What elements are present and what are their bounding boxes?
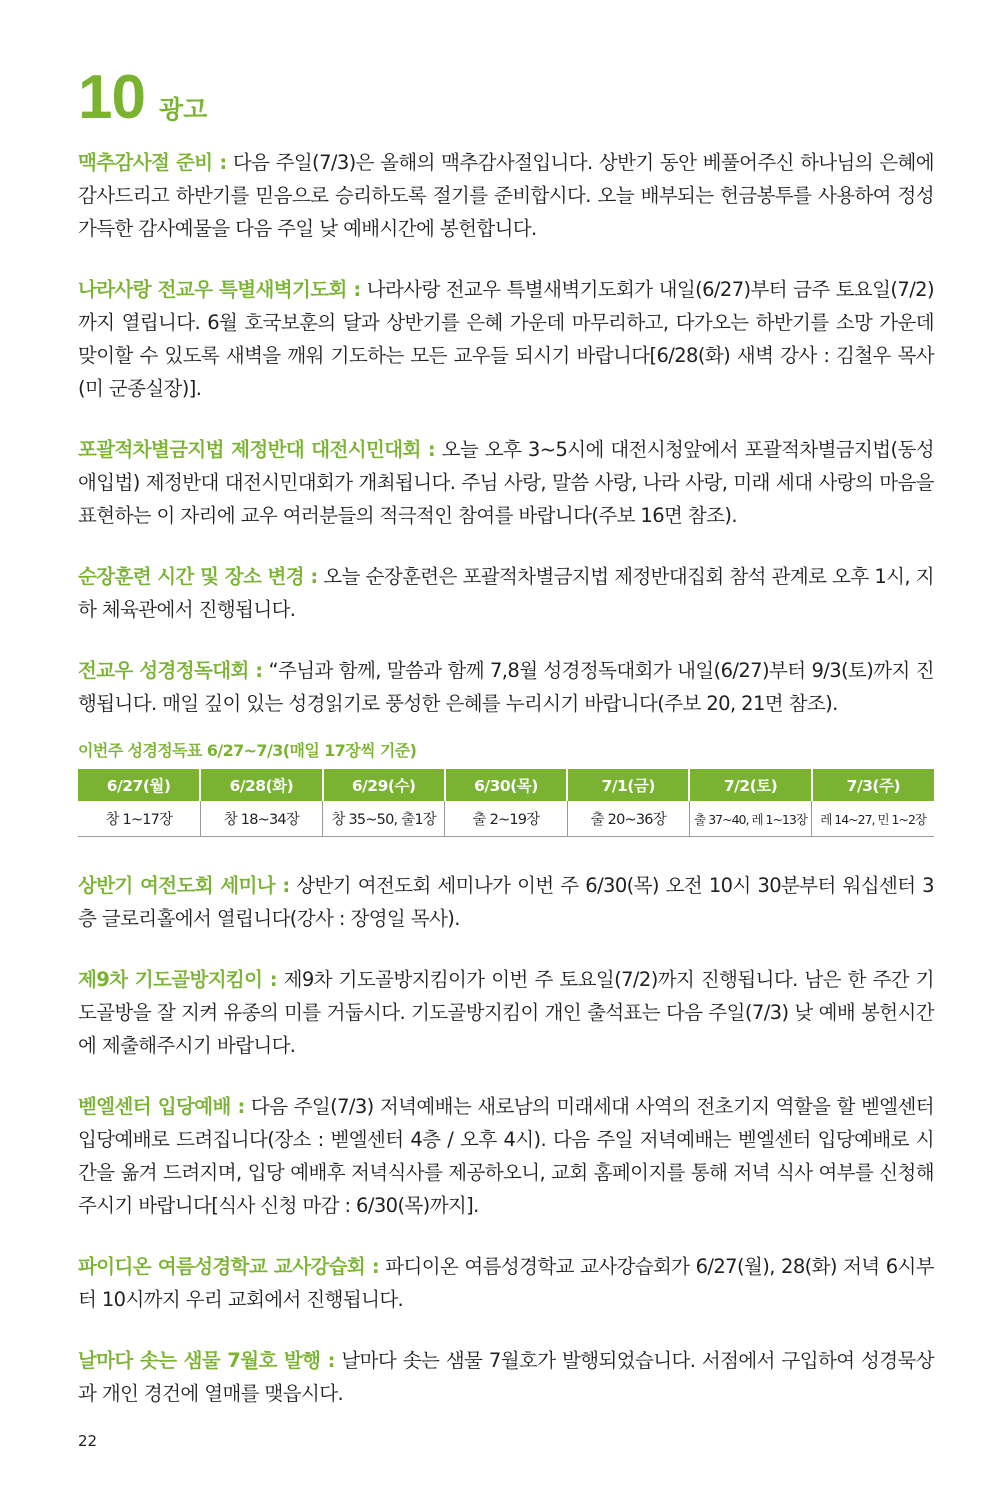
reading-table-row bbox=[78, 801, 934, 837]
notice-thanksgiving bbox=[78, 146, 934, 245]
notice-bethel-center bbox=[78, 1090, 934, 1222]
reading-table bbox=[78, 769, 934, 837]
notice-dawn-prayer bbox=[78, 273, 934, 405]
notice-heading: 날마다 솟는 샘물 7월호 발행 : bbox=[78, 1349, 335, 1372]
table-header-cell: 6/30(목) bbox=[445, 769, 567, 801]
page-number: 22 bbox=[78, 1432, 98, 1450]
table-cell: 레 14~27, 민 1~2장 bbox=[812, 801, 934, 837]
table-cell: 출 37~40, 레 1~13장 bbox=[689, 801, 811, 837]
notice-body: “주님과 함께, 말씀과 함께 7,8월 성경정독대회가 내일(6/27)부터 9/3(토)까지 진행됩니다. 매일 깊이 있는 성경읽기로 풍성한 은혜를 누리시기 바랍니다(주보 20, 21면 참조). bbox=[78, 659, 934, 715]
table-cell: 창 1~17장 bbox=[78, 801, 200, 837]
notice-prayer-room bbox=[78, 963, 934, 1062]
table-header-cell: 6/27(월) bbox=[78, 769, 200, 801]
notice-body: 다음 주일(7/3)은 올해의 맥추감사절입니다. 상반기 동안 베풀어주신 하나님의 은혜에 감사드리고 하반기를 믿음으로 승리하도록 절기를 준비합시다. 오늘 배부되는 헌금봉투를 사용하여 정성 가득한 감사예물을 다음 주일 낮 예배시간에 봉헌합니다. bbox=[78, 151, 934, 240]
announcements bbox=[78, 146, 934, 1438]
section-number: 10 bbox=[78, 63, 145, 132]
notice-heading: 나라사랑 전교우 특별새벽기도회 : bbox=[78, 278, 361, 301]
notice-body: 상반기 여전도회 세미나가 이번 주 6/30(목) 오전 10시 30분부터 워십센터 3층 글로리홀에서 열립니다(강사 : 장영일 목사). bbox=[78, 874, 934, 930]
notice-heading: 상반기 여전도회 세미나 : bbox=[78, 874, 290, 897]
notice-teacher-training bbox=[78, 1250, 934, 1316]
table-cell: 출 2~19장 bbox=[445, 801, 567, 837]
notice-bible-reading bbox=[78, 654, 934, 720]
notice-body: 다음 주일(7/3) 저녁예배는 새로남의 미래세대 사역의 전초기지 역할을 할 벧엘센터 입당예배로 드려집니다(장소 : 벧엘센터 4층 / 오후 4시). 다음 주일 저녁예배는 벧엘센터 입당예배로 시간을 옮겨 드려지며, 입당 예배후 저녁식사를 제공하오니, 교회 홈페이지를 통해 저녁 식사 여부를 신청해주시기 바랍니다[식사 신청 마감 : 6/30(목)까지]. bbox=[78, 1095, 934, 1217]
notice-heading: 맥추감사절 준비 : bbox=[78, 151, 227, 174]
table-header-cell: 7/3(주) bbox=[812, 769, 934, 801]
reading-table-header-row bbox=[78, 769, 934, 801]
notice-womens-seminar bbox=[78, 869, 934, 935]
notice-body: 나라사랑 전교우 특별새벽기도회가 내일(6/27)부터 금주 토요일(7/2)까지 열립니다. 6월 호국보훈의 달과 상반기를 은혜 가운데 마무리하고, 다가오는 하반기를 소망 가운데 맞이할 수 있도록 새벽을 깨워 기도하는 모든 교우들 되시기 바랍니다[6/28(화) 새벽 강사 : 김철우 목사(미 군종실장)]. bbox=[78, 278, 934, 400]
notice-heading: 제9차 기도골방지킴이 : bbox=[78, 968, 277, 991]
table-header-cell: 7/1(금) bbox=[567, 769, 689, 801]
table-cell: 출 20~36장 bbox=[567, 801, 689, 837]
notice-citizen-rally bbox=[78, 433, 934, 532]
notice-heading: 파이디온 여름성경학교 교사강습회 : bbox=[78, 1255, 380, 1278]
table-cell: 창 18~34장 bbox=[200, 801, 322, 837]
notice-body: 제9차 기도골방지킴이가 이번 주 토요일(7/2)까지 진행됩니다. 남은 한 주간 기도골방을 잘 지켜 유종의 미를 거둡시다. 기도골방지킴이 개인 출석표는 다음 주일(7/3) 낮 예배 봉헌시간에 제출해주시기 바랍니다. bbox=[78, 968, 934, 1057]
notice-heading: 전교우 성경정독대회 : bbox=[78, 659, 263, 682]
notice-body: 오늘 순장훈련은 포괄적차별금지법 제정반대집회 참석 관계로 오후 1시, 지하 체육관에서 진행됩니다. bbox=[78, 565, 935, 621]
notice-body: 오늘 오후 3~5시에 대전시청앞에서 포괄적차별금지법(동성애입법) 제정반대 대전시민대회가 개최됩니다. 주님 사랑, 말씀 사랑, 나라 사랑, 미래 세대 사랑의 마음을 표현하는 이 자리에 교우 여러분들의 적극적인 참여를 바랍니다(주보 16면 참조). bbox=[78, 438, 934, 527]
table-cell: 창 35~50, 출1장 bbox=[323, 801, 445, 837]
notice-body: 파디이온 여름성경학교 교사강습회가 6/27(월), 28(화) 저녁 6시부터 10시까지 우리 교회에서 진행됩니다. bbox=[78, 1255, 935, 1311]
table-header-cell: 7/2(토) bbox=[689, 769, 811, 801]
reading-table-caption: 이번주 성경정독표 6/27~7/3(매일 17장씩 기준) bbox=[78, 741, 417, 760]
notice-body: 날마다 솟는 샘물 7월호가 발행되었습니다. 서점에서 구입하여 성경묵상과 개인 경건에 열매를 맺읍시다. bbox=[78, 1349, 934, 1405]
section-header bbox=[78, 62, 207, 133]
table-header-cell: 6/28(화) bbox=[200, 769, 322, 801]
section-title: 광고 bbox=[158, 95, 208, 124]
notice-leader-training bbox=[78, 560, 934, 626]
notice-heading: 포괄적차별금지법 제정반대 대전시민대회 : bbox=[78, 438, 436, 461]
notice-devotional bbox=[78, 1344, 934, 1410]
table-header-cell: 6/29(수) bbox=[323, 769, 445, 801]
notice-heading: 벧엘센터 입당예배 : bbox=[78, 1095, 245, 1118]
notice-heading: 순장훈련 시간 및 장소 변경 : bbox=[78, 565, 318, 588]
